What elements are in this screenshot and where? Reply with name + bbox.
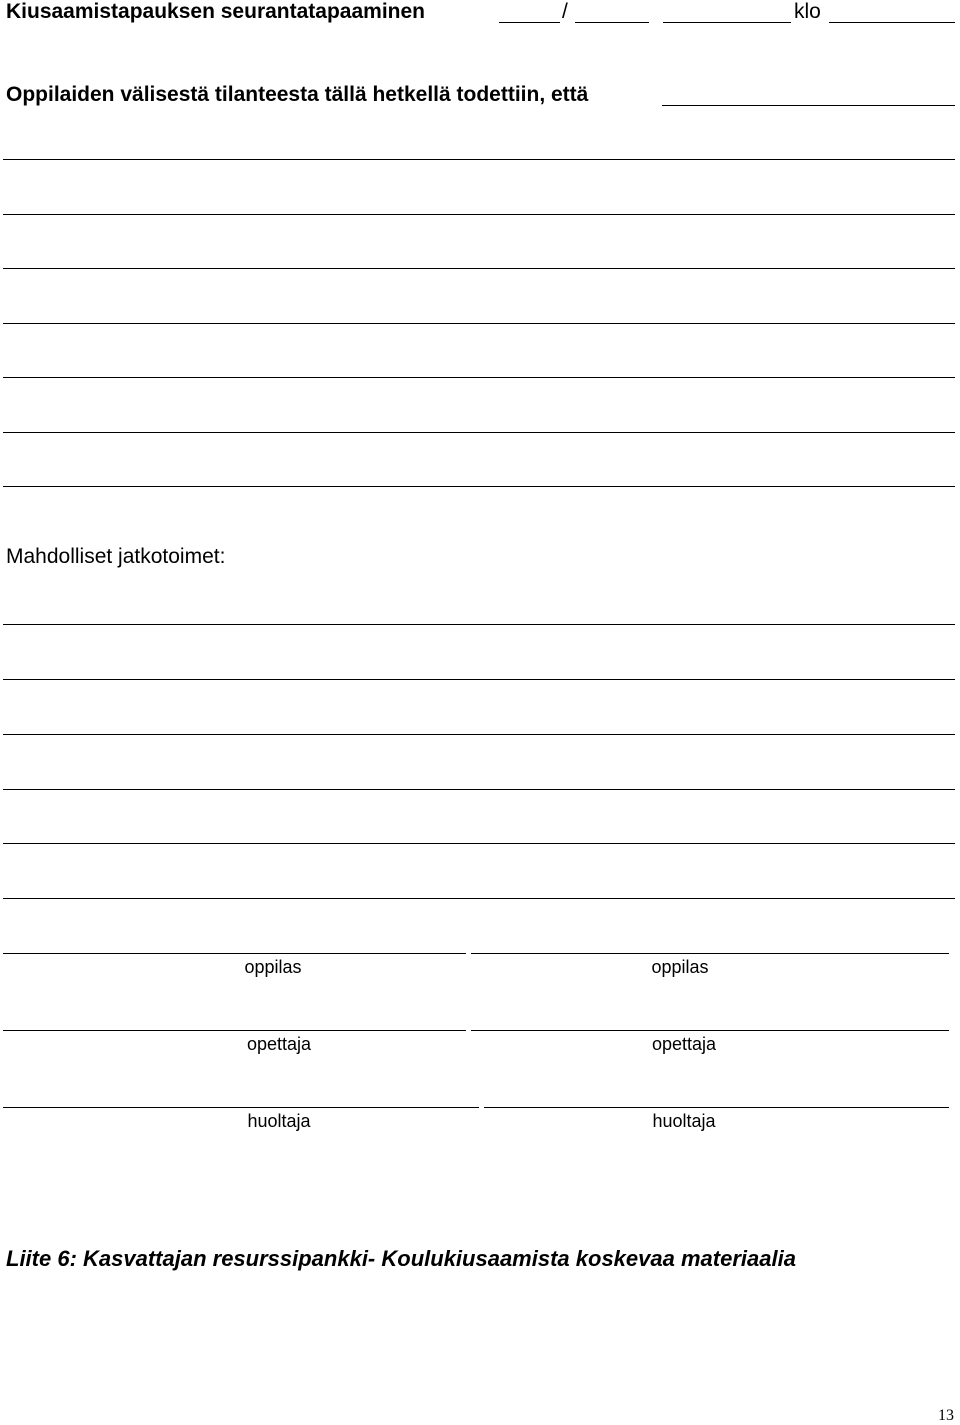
situation-line[interactable] bbox=[3, 159, 955, 160]
signature-line-left[interactable] bbox=[3, 1030, 466, 1031]
appendix-footer: Liite 6: Kasvattajan resurssipankki- Koulukiusaamista koskevaa materiaalia bbox=[6, 1246, 796, 1271]
month-blank[interactable] bbox=[575, 22, 649, 23]
signature-line-left[interactable] bbox=[3, 953, 466, 954]
followup-line[interactable] bbox=[3, 624, 955, 625]
situation-prompt: Oppilaiden välisestä tilanteesta tällä hetkellä todettiin, että bbox=[6, 83, 589, 106]
signature-line-right[interactable] bbox=[471, 953, 949, 954]
signature-label-right: oppilas bbox=[651, 957, 709, 977]
situation-line[interactable] bbox=[3, 214, 955, 215]
page-number: 13 bbox=[938, 1407, 954, 1424]
situation-line[interactable] bbox=[3, 486, 955, 487]
followup-heading: Mahdolliset jatkotoimet: bbox=[6, 545, 226, 568]
day-blank[interactable] bbox=[499, 22, 560, 23]
signature-label-left: opettaja bbox=[246, 1034, 312, 1054]
situation-answer-line[interactable] bbox=[662, 105, 955, 106]
situation-line[interactable] bbox=[3, 377, 955, 378]
situation-line[interactable] bbox=[3, 432, 955, 433]
signature-label-left: oppilas bbox=[244, 957, 302, 977]
time-label: klo bbox=[794, 0, 821, 23]
signature-line-right[interactable] bbox=[484, 1107, 949, 1108]
signature-line-left[interactable] bbox=[3, 1107, 479, 1108]
followup-line[interactable] bbox=[3, 843, 955, 844]
time-blank-before[interactable] bbox=[663, 22, 791, 23]
followup-line[interactable] bbox=[3, 734, 955, 735]
form-title: Kiusaamistapauksen seurantatapaaminen bbox=[6, 0, 425, 23]
signature-label-left: huoltaja bbox=[247, 1111, 311, 1131]
followup-line[interactable] bbox=[3, 789, 955, 790]
signature-label-right: huoltaja bbox=[652, 1111, 716, 1131]
time-blank[interactable] bbox=[829, 22, 955, 23]
situation-line[interactable] bbox=[3, 268, 955, 269]
signature-line-right[interactable] bbox=[471, 1030, 949, 1031]
followup-line[interactable] bbox=[3, 679, 955, 680]
signature-label-right: opettaja bbox=[651, 1034, 717, 1054]
followup-line[interactable] bbox=[3, 898, 955, 899]
situation-line[interactable] bbox=[3, 323, 955, 324]
date-separator: / bbox=[562, 0, 568, 23]
